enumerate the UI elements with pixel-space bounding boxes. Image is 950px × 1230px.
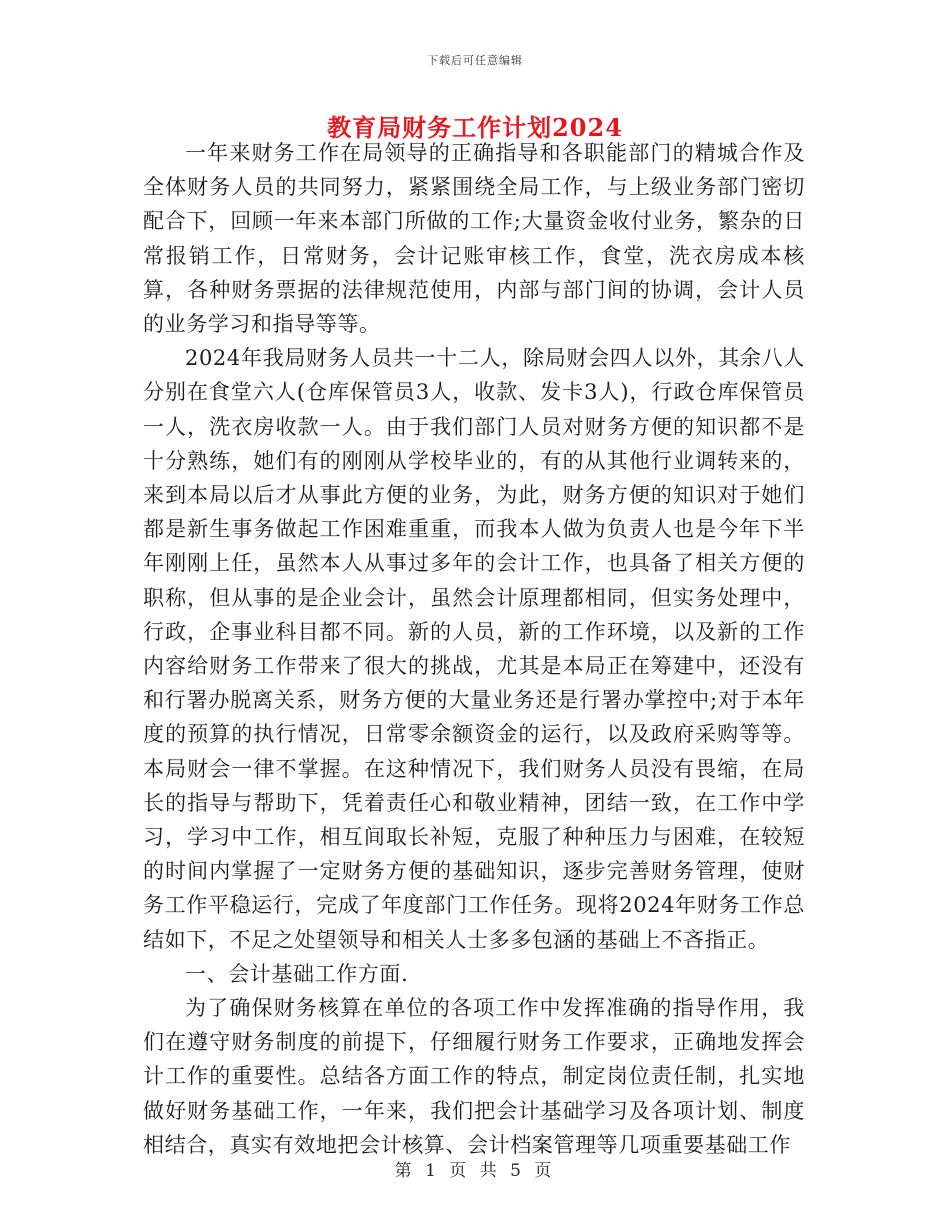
page-footer: 第 1 页 共 5 页: [394, 1161, 556, 1181]
header-note: 下载后可任意编辑: [427, 54, 523, 67]
section-heading-accounting-basics: 一、会计基础工作方面.: [185, 961, 409, 986]
paragraph-staff: 2024年我局财务人员共一十二人，除局财会四人以外，其余八人分别在食堂六人(仓库保管员3人，收款、发卡3人)，行政仓库保管员一人，洗衣房收款一人。由于我们部门人员对财务方便的知识都不是十分熟练，她们有的刚刚从学校毕业的，有的从其他行业调转来的，来到本局以后才从事此方便的业务，为此，财务方便的知识对于她们都是新生事务做起工作困难重重，而我本人做为负责人也是今年下半年刚刚上任，虽然本人从事过多年的会计工作，也具备了相关方便的职称，但从事的是企业会计，虽然会计原理都相同，但实务处理中，行政，企事业科目都不同。新的人员，新的工作环境，以及新的工作内容给财务工作带来了很大的挑战，尤其是本局正在筹建中，还没有和行署办脱离关系，财务方便的大量业务还是行署办掌控中;对于本年度的预算的执行情况，日常零余额资金的运行，以及政府采购等等。本局财会一律不掌握。在这种情况下，我们财务人员没有畏缩，在局长的指导与帮助下，凭着责任心和敬业精神，团结一致，在工作中学习，学习中工作，相互间取长补短，克服了种种压力与困难，在较短的时间内掌握了一定财务方便的基础知识，逐步完善财务管理，使财务工作平稳运行，完成了年度部门工作任务。现将2024年财务工作总结如下，不足之处望领导和相关人士多多包涵的基础上不吝指正。: [143, 346, 805, 952]
document-body: [143, 136, 805, 1162]
paragraph-accounting-basics: 为了确保财务核算在单位的各项工作中发挥准确的指导作用，我们在遵守财务制度的前提下，仔细履行财务工作要求，正确地发挥会计工作的重要性。总结各方面工作的特点，制定岗位责任制，扎实地做好财务基础工作，一年来，我们把会计基础学习及各项计划、制度相结合，真实有效地把会计核算、会计档案管理等几项重要基础工作: [143, 996, 805, 1157]
document-title: 教育局财务工作计划2024: [327, 113, 623, 142]
paragraph-intro: 一年来财务工作在局领导的正确指导和各职能部门的精城合作及全体财务人员的共同努力，紧紧围绕全局工作，与上级业务部门密切配合下，回顾一年来本部门所做的工作;大量资金收付业务，繁杂的日常报销工作，日常财务，会计记账审核工作，食堂，洗衣房成本核算，各种财务票据的法律规范使用，内部与部门间的协调，会计人员的业务学习和指导等等。: [143, 141, 805, 337]
